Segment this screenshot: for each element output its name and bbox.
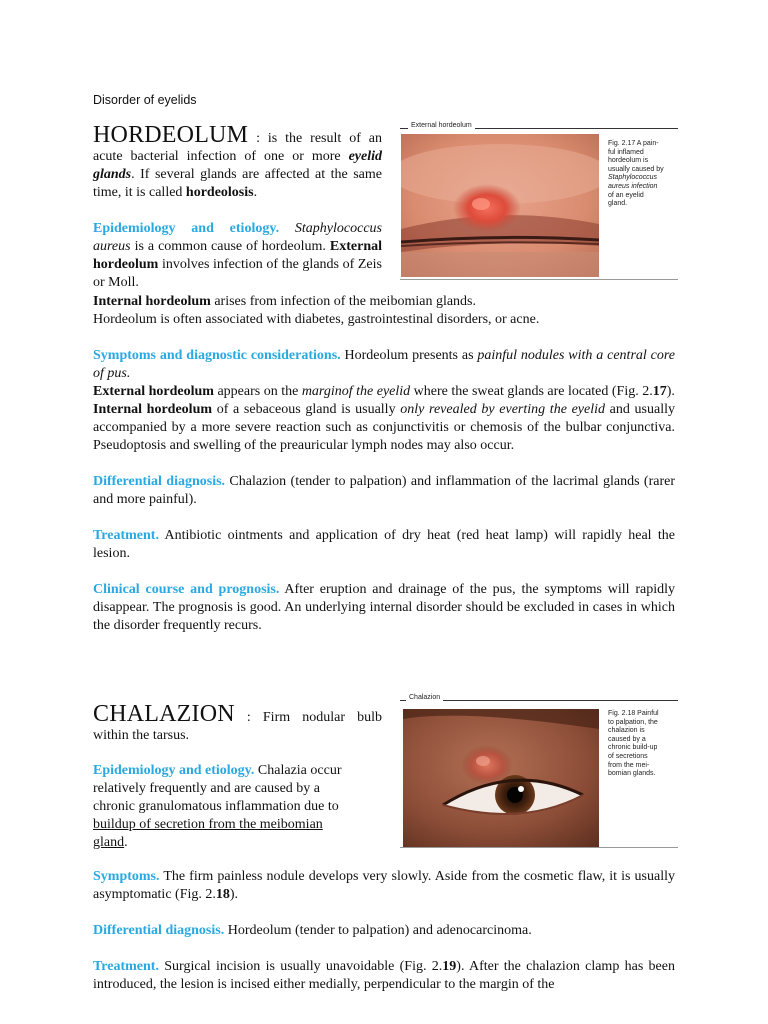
section-keyword: Symptoms and diagnostic considerations. — [93, 348, 341, 363]
figure-title: Chalazion — [406, 694, 443, 701]
hordeolum-intro — [93, 122, 383, 292]
hordeolum-clinical-course: Clinical course and prognosis. After eruption and drainage of the pus, the symptoms will rapidly disappear. The prognosis is good. An underlying internal disorder should be excluded in cases in which the disorder frequently recurs. — [93, 582, 675, 633]
figure-caption: Fig. 2.18 Painful to palpation, the chalazion is caused by a chronic build-up of secretions from the mei- bomian glands. — [608, 710, 659, 778]
figure-title: External hordeolum — [408, 122, 475, 129]
page-heading: Disorder of eyelids — [93, 93, 197, 107]
figure-caption: Fig. 2.17 A pain- ful inflamed hordeolum is usually caused by Staphylococcus aureus infection of an eyelid gland. — [608, 140, 664, 208]
hordeolum-symptoms: Symptoms and diagnostic considerations. Hordeolum presents as painful nodules with a central core of pus. — [93, 348, 675, 381]
chalazion-treatment: Treatment. Surgical incision is usually unavoidable (Fig. 2.19). After the chalazion clamp has been introduced, the lesion is incised either medially, perpendicular to the margin of the — [93, 959, 675, 992]
chalazion-intro — [93, 701, 382, 745]
section-keyword: Epidemiology and etiology. — [93, 221, 280, 236]
chalazion-differential: Differential diagnosis. Hordeolum (tender to palpation) and adenocarcinoma. — [93, 923, 532, 938]
figure-chalazion — [400, 694, 678, 848]
hordeolum-differential: Differential diagnosis. Chalazion (tender to palpation) and inflammation of the lacrimal glands (rarer and more painful). — [93, 474, 675, 507]
hordeolum-internal-detail: Internal hordeolum of a sebaceous gland is usually only revealed by everting the eyelid and usually accompanied by a more severe reaction such as conjunctivitis or chemosis of the bulbar conjunctiva. Pseudoptosis and swelling of the preauricular lymph nodes may also occur. — [93, 402, 676, 453]
chalazion-definition: CHALAZION : Firm nodular bulb within the tarsus. — [93, 701, 382, 743]
hordeolum-definition: HORDEOLUM : is the result of an acute bacterial infection of one or more eyelid glands. If several glands are affected at the same time, it is called hordeolosis. — [93, 122, 383, 200]
section-keyword: Epidemiology and etiology. — [93, 763, 255, 778]
section-keyword: Treatment. — [93, 528, 159, 543]
chalazion-epidemiology-block — [93, 762, 355, 852]
chalazion-photo — [403, 709, 599, 847]
section-keyword: Clinical course and prognosis. — [93, 582, 280, 597]
chalazion-title: CHALAZION — [93, 701, 235, 727]
figure-rule — [400, 279, 678, 280]
hordeolum-epidemiology: Epidemiology and etiology. Staphylococcus aureus is a common cause of hordeolum. External hordeolum involves infection of the glands of Zeis or Moll. — [93, 221, 383, 290]
hordeolum-photo — [401, 134, 599, 277]
hordeolum-association: Hordeolum is often associated with diabetes, gastrointestinal disorders, or acne. — [93, 312, 540, 327]
section-keyword: Differential diagnosis. — [93, 474, 226, 489]
hordeolum-body — [93, 293, 675, 635]
hordeolum-external-detail: External hordeolum appears on the marginof the eyelid where the sweat glands are located (Fig. 2.17). — [93, 384, 675, 399]
chalazion-epidemiology: Epidemiology and etiology. Chalazia occur relatively frequently and are caused by a chronic granulomatous inflammation due to buildup of secretion from the meibomian gland. — [93, 763, 342, 850]
hordeolum-internal: Internal hordeolum arises from infection of the meibomian glands. — [93, 294, 476, 309]
section-keyword: Symptoms. — [93, 869, 160, 884]
hordeolum-title: HORDEOLUM — [93, 122, 249, 148]
section-keyword: Differential diagnosis. — [93, 923, 225, 938]
figure-rule — [400, 847, 678, 848]
chalazion-symptoms: Symptoms. The firm painless nodule develops very slowly. Aside from the cosmetic flaw, it is usually asymptomatic (Fig. 2.18). — [93, 869, 675, 902]
chalazion-body — [93, 868, 675, 994]
section-keyword: Treatment. — [93, 959, 159, 974]
hordeolum-treatment: Treatment. Antibiotic ointments and application of dry heat (red heat lamp) will rapidly heal the lesion. — [93, 528, 675, 561]
figure-external-hordeolum — [400, 122, 678, 280]
